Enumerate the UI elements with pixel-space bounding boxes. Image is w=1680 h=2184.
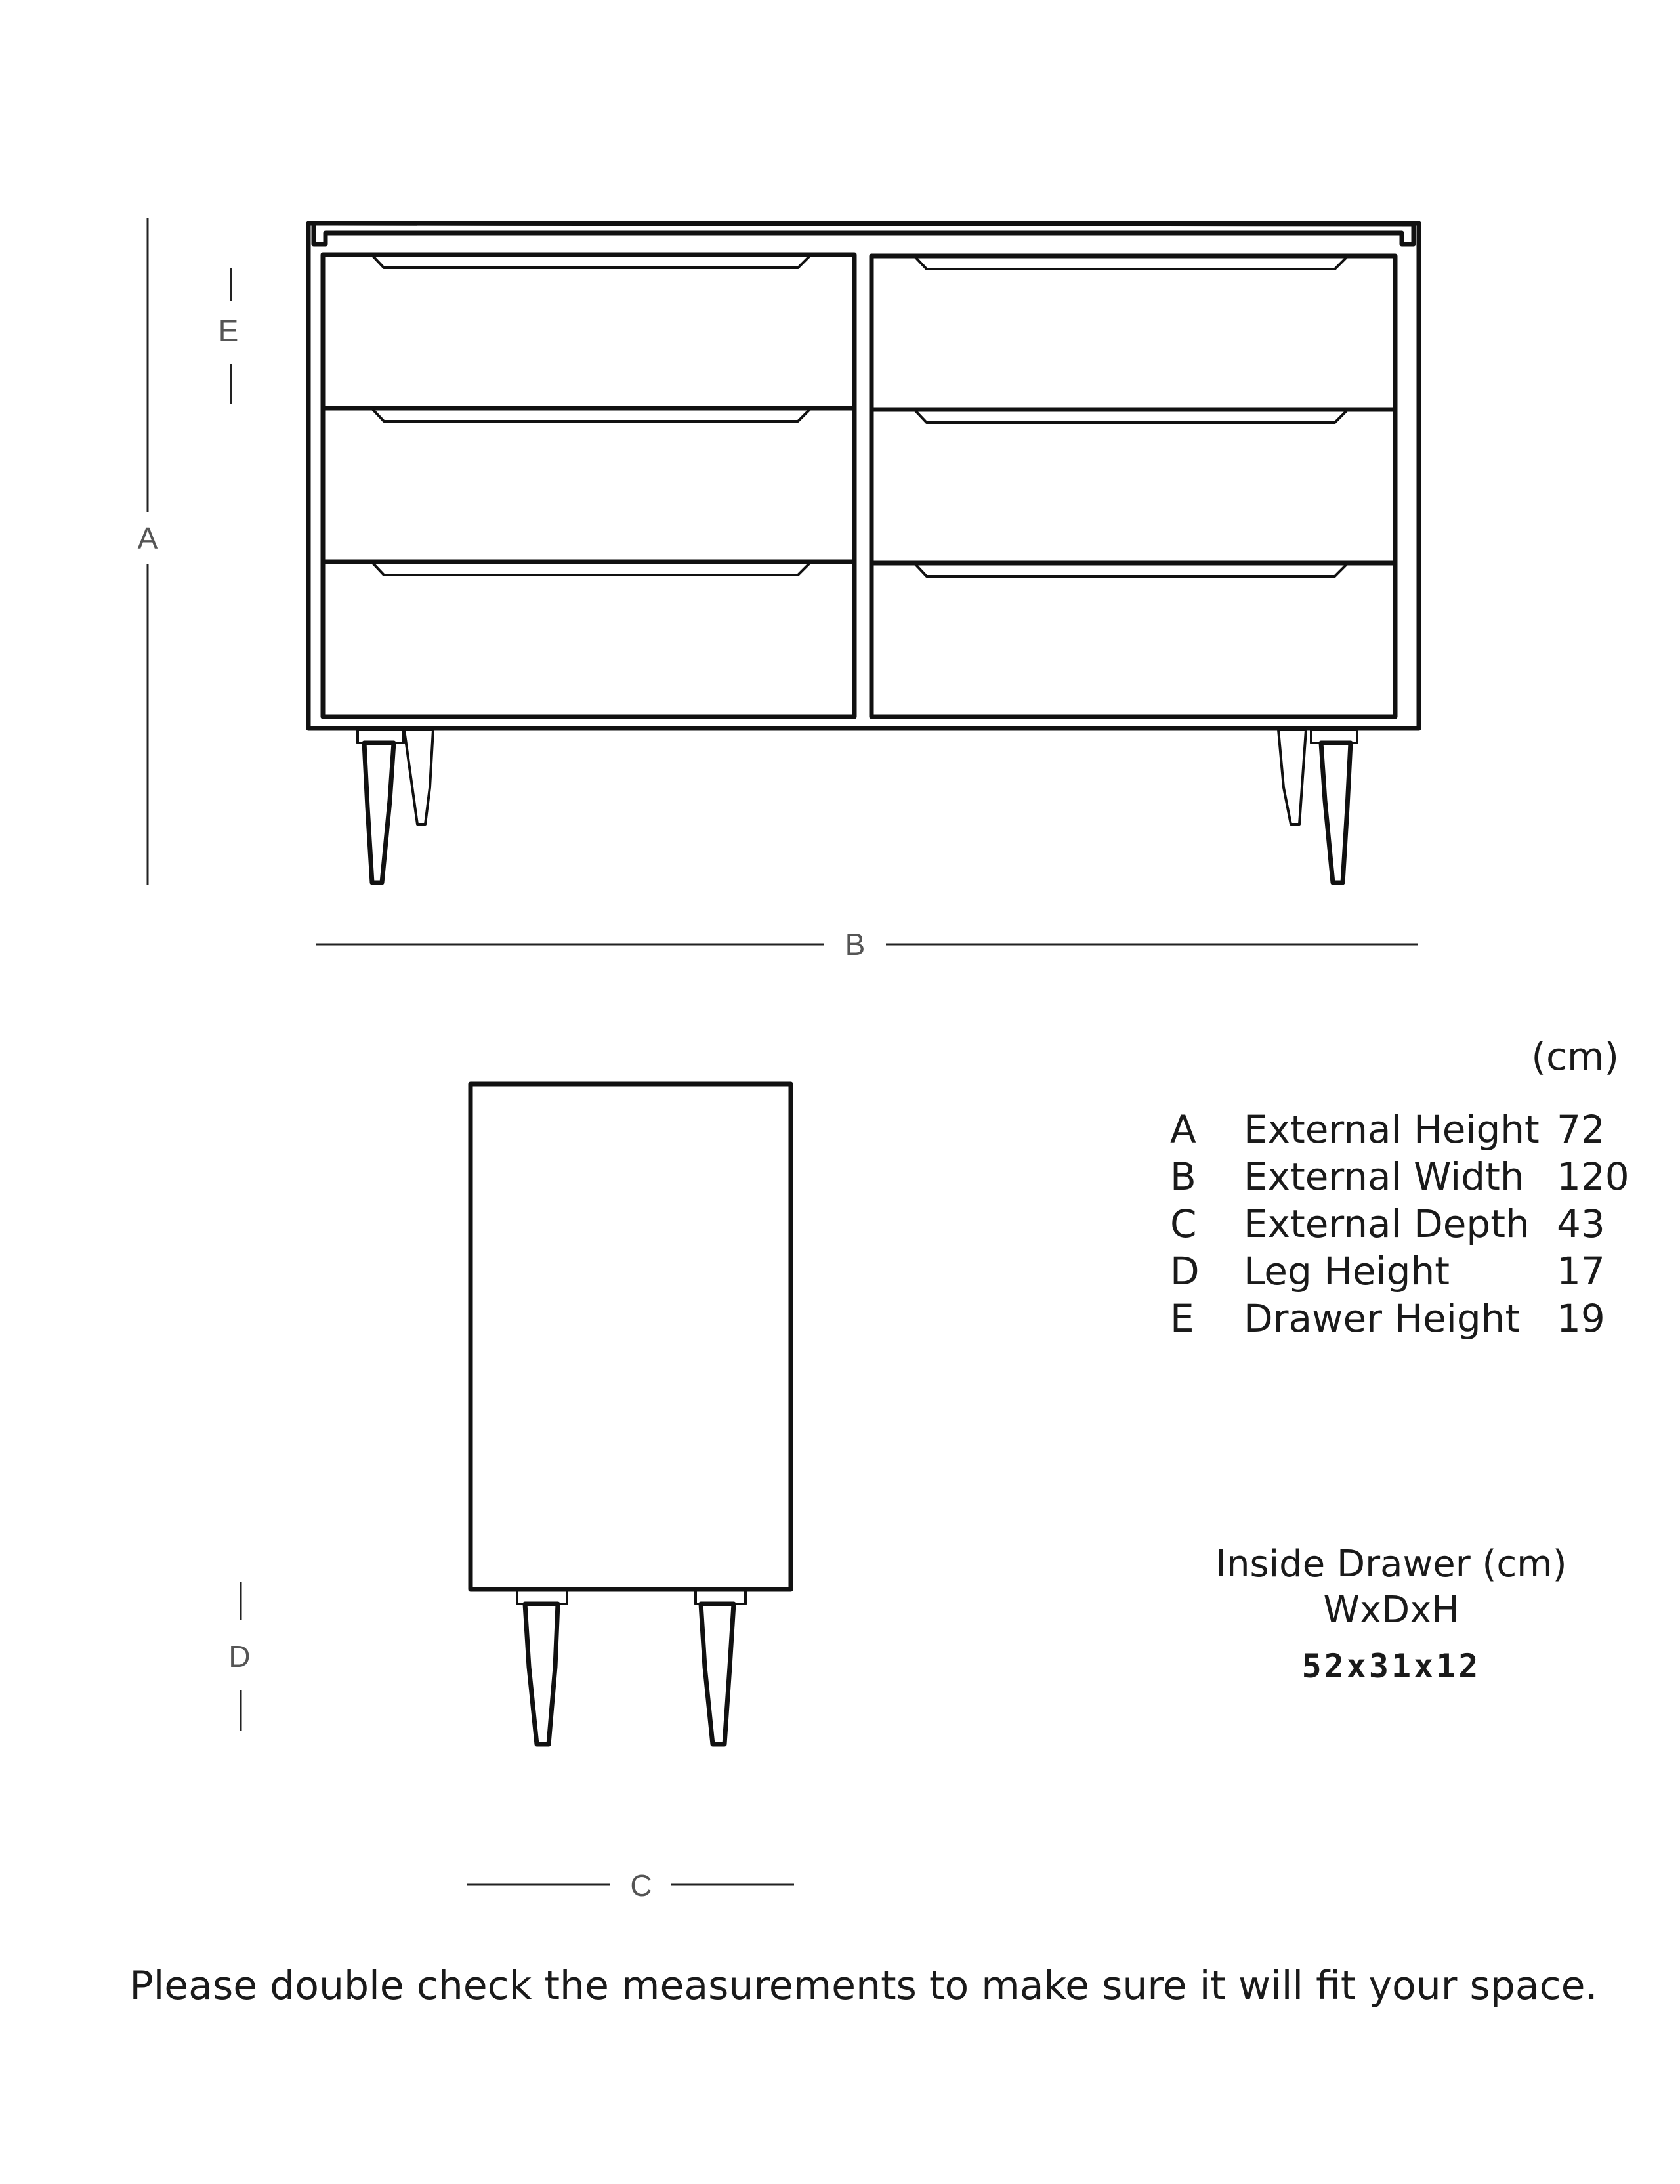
spec-name: Leg Height bbox=[1244, 1249, 1450, 1293]
leg-back-left bbox=[404, 730, 433, 824]
fit-note: Please double check the measurements to make sure it will fit your space. bbox=[129, 1963, 1598, 2009]
inside-drawer-block bbox=[1215, 1543, 1566, 1685]
spec-name: External Width bbox=[1244, 1154, 1524, 1199]
spec-unit: (cm) bbox=[1531, 1034, 1619, 1079]
drawer-handle bbox=[915, 564, 1347, 576]
drawer-handle bbox=[373, 410, 810, 421]
side-leg-left bbox=[525, 1604, 558, 1744]
spec-value: 19 bbox=[1557, 1296, 1605, 1341]
drawer-handle bbox=[915, 257, 1347, 269]
side-view bbox=[471, 1084, 791, 1744]
dimension-c bbox=[467, 1868, 794, 1902]
dimension-d bbox=[228, 1582, 250, 1731]
side-body bbox=[471, 1084, 791, 1589]
drawer-right-2 bbox=[872, 410, 1395, 563]
spec-letter: C bbox=[1170, 1202, 1197, 1246]
dimension-b bbox=[316, 927, 1418, 961]
side-leg-right bbox=[701, 1604, 734, 1744]
inside-drawer-value: 52x31x12 bbox=[1301, 1647, 1481, 1685]
dimension-a bbox=[138, 218, 158, 885]
spec-value: 72 bbox=[1557, 1107, 1605, 1152]
dimension-label-b: B bbox=[845, 927, 866, 961]
drawer-right-3 bbox=[872, 563, 1395, 717]
drawer-handle bbox=[915, 411, 1347, 423]
spec-value: 120 bbox=[1557, 1154, 1629, 1199]
spec-letter: B bbox=[1170, 1154, 1196, 1199]
dresser-body bbox=[308, 223, 1419, 728]
leg-back-right bbox=[1278, 730, 1306, 824]
drawer-left-1 bbox=[323, 255, 854, 408]
inside-drawer-title: Inside Drawer (cm) bbox=[1215, 1543, 1567, 1586]
drawer-handle bbox=[373, 256, 810, 268]
spec-letter: A bbox=[1170, 1107, 1196, 1152]
spec-table bbox=[1170, 1034, 1629, 1341]
leg-front-right bbox=[1321, 743, 1351, 883]
spec-name: External Depth bbox=[1244, 1202, 1530, 1246]
dimension-label-e: E bbox=[218, 314, 239, 348]
spec-letter: D bbox=[1170, 1249, 1200, 1293]
drawer-left-3 bbox=[323, 562, 854, 717]
inside-drawer-format: WxDxH bbox=[1323, 1589, 1460, 1631]
spec-letter: E bbox=[1170, 1296, 1194, 1341]
leg-front-left bbox=[364, 743, 394, 883]
spec-name: External Height bbox=[1244, 1107, 1540, 1152]
dimension-e bbox=[219, 268, 239, 404]
drawer-right-1 bbox=[872, 256, 1395, 410]
dimension-label-c: C bbox=[630, 1868, 652, 1902]
dresser-top bbox=[314, 223, 1414, 244]
spec-name: Drawer Height bbox=[1244, 1296, 1521, 1341]
drawer-handle bbox=[373, 563, 810, 575]
spec-value: 17 bbox=[1557, 1249, 1605, 1293]
drawer-left-2 bbox=[323, 408, 854, 562]
dimension-label-d: D bbox=[228, 1639, 251, 1673]
spec-value: 43 bbox=[1557, 1202, 1605, 1246]
dimension-label-a: A bbox=[137, 521, 158, 555]
front-view bbox=[308, 223, 1419, 883]
